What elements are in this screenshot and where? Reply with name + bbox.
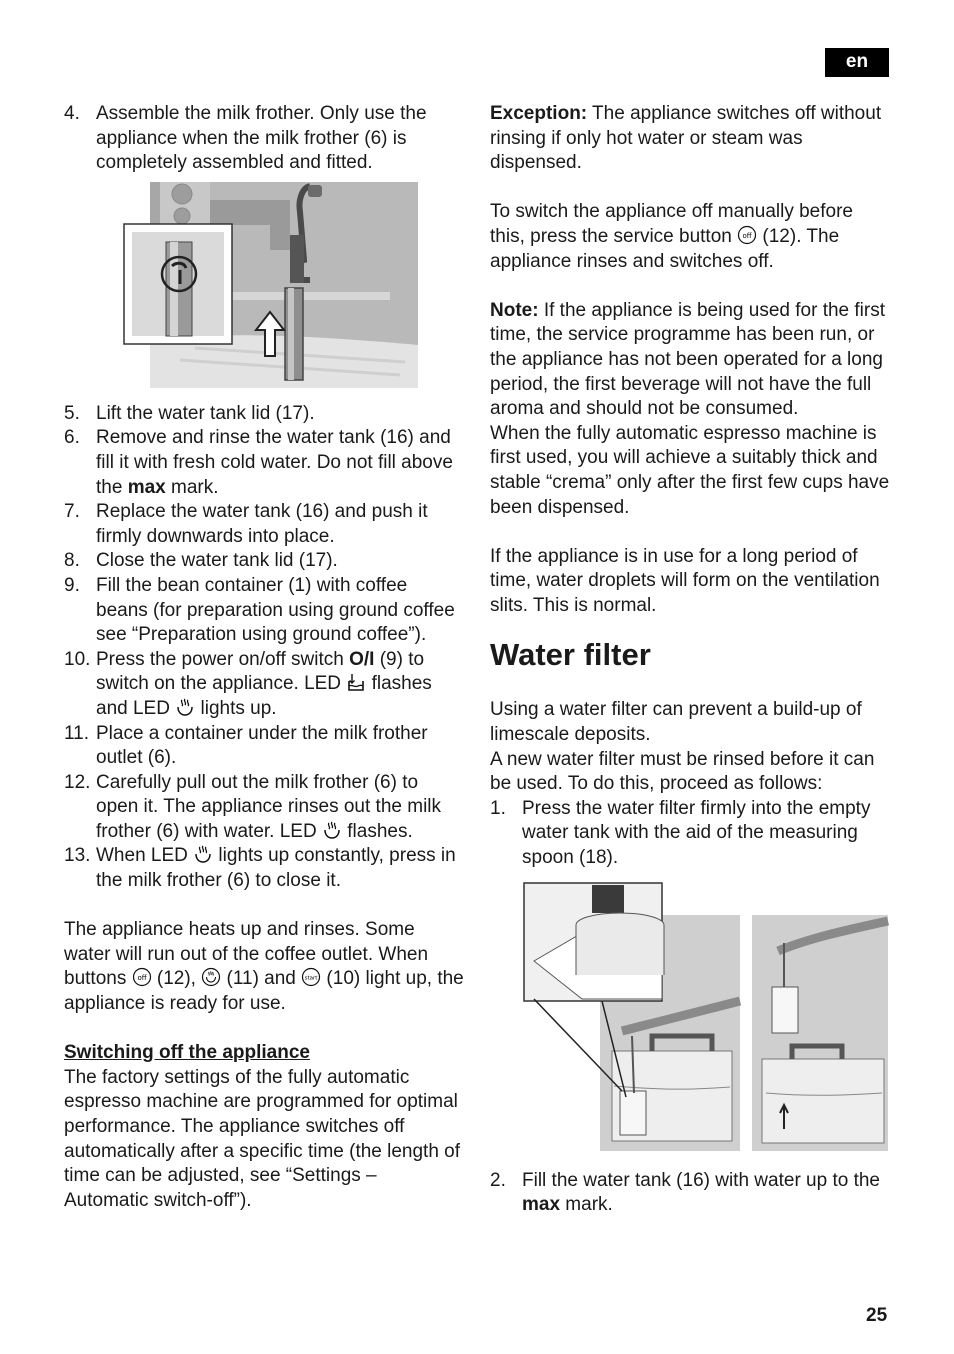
list-item	[64, 402, 464, 427]
step-text	[96, 426, 464, 500]
list-item	[64, 722, 464, 771]
step-number: 12.	[64, 771, 91, 793]
water-tank-led-icon	[346, 672, 366, 692]
text-part: (10) light up, the appliance is ready for use.	[64, 968, 464, 1015]
step-number: 11.	[64, 722, 90, 744]
list-item	[64, 844, 464, 893]
step-text: Assemble the milk frother. Only use the appliance when the milk frother (6) is completely assembled and fitted.	[96, 103, 427, 174]
step-text: Press the water filter firmly into the empty water tank with the aid of the measuring spoon (18).	[522, 797, 871, 869]
start-button-icon	[301, 967, 321, 987]
steps-list-a	[64, 102, 464, 176]
note-label: Note:	[490, 299, 539, 321]
step-text	[522, 1169, 890, 1218]
milk-frother-illustration	[120, 180, 420, 390]
step-text: Lift the water tank lid (17).	[96, 402, 315, 424]
list-item	[64, 574, 464, 648]
text-part: mark.	[560, 1194, 613, 1216]
text-part: If the appliance is being used for the first time, the service programme has been run, or the appliance has not been operated for a long period, the first beverage will not have the full aroma and should not be consumed.	[490, 299, 885, 420]
list-item	[490, 797, 890, 871]
exception-paragraph	[490, 102, 890, 176]
text-part: (9) to switch on the appliance. LED	[96, 648, 425, 695]
step-number: 7.	[64, 501, 80, 523]
step-number: 2.	[490, 1169, 506, 1191]
max-mark-label: max	[522, 1194, 561, 1216]
step-number: 8.	[64, 550, 80, 572]
water-filter-steps	[490, 797, 890, 871]
right-column	[490, 102, 890, 1218]
text-part: The appliance switches off without rinsing if only hot water or steam was dispensed.	[490, 103, 882, 174]
switch-off-paragraph: The factory settings of the fully automatic espresso machine are programmed for optimal performance. The appliance switches off automatically after a specific time (the length of time can be adjusted, see “Settings – Automatic switch-off”).	[64, 1066, 461, 1211]
manual-off-paragraph	[490, 200, 890, 274]
left-column	[64, 102, 464, 1213]
text-part: Carefully pull out the milk frother (6) to open it. The appliance rinses out the milk frother (6) with water. LED	[96, 771, 442, 842]
text-part: Remove and rinse the water tank (16) and fill it with fresh cold water. Do not fill above the	[96, 427, 453, 498]
water-filter-steps-2	[490, 1169, 890, 1218]
switch-off-heading: Switching off the appliance	[64, 1042, 310, 1064]
step-number: 5.	[64, 402, 80, 424]
step-number: 9.	[64, 574, 80, 596]
steam-button-icon	[201, 967, 221, 987]
step-text: Fill the bean container (1) with coffee beans (for preparation using ground coffee see “Preparation using ground coffee”).	[96, 574, 455, 646]
service-off-button-icon	[132, 967, 152, 987]
step-text	[96, 771, 464, 845]
exception-label: Exception:	[490, 103, 588, 124]
text-part: flashes and LED	[96, 673, 432, 719]
text-part: (12). The appliance rinses and switches off.	[490, 225, 840, 272]
text-part: lights up.	[195, 697, 277, 719]
water-filter-title: Water filter	[490, 637, 651, 673]
text-part: (12),	[151, 968, 202, 990]
list-item	[64, 426, 464, 500]
text-part: (11) and	[221, 968, 302, 990]
steam-led-icon	[193, 844, 213, 864]
step-text	[96, 648, 464, 722]
text-part: The appliance heats up and rinses. Some water will run out of the coffee outlet. When buttons	[64, 919, 429, 990]
power-switch-symbol: O/I	[349, 648, 375, 670]
droplets-paragraph: If the appliance is in use for a long period of time, water droplets will form on the ventilation slits. This is normal.	[490, 545, 880, 616]
max-mark-label: max	[127, 476, 166, 498]
step-number: 6.	[64, 427, 80, 449]
text-part: To switch the appliance off manually before this, press the service button	[490, 201, 853, 247]
step-number: 10.	[64, 648, 91, 670]
svg-text:off: off	[137, 974, 147, 983]
list-item	[64, 648, 464, 722]
steps-list-b	[64, 402, 464, 894]
svg-text:start: start	[304, 975, 318, 982]
water-filter-intro: Using a water filter can prevent a build-up of limescale deposits.	[490, 699, 862, 746]
water-filter-illustration	[522, 881, 890, 1155]
ready-paragraph	[64, 918, 464, 1016]
list-item	[64, 102, 464, 176]
steam-led-icon	[322, 820, 342, 840]
list-item	[490, 1169, 890, 1218]
step-number: 4.	[64, 103, 80, 124]
crema-paragraph: When the fully automatic espresso machine is first used, you will achieve a suitably thick and stable “crema” only after the first few cups have been dispensed.	[490, 422, 890, 518]
step-text: Close the water tank lid (17).	[96, 550, 338, 572]
water-filter-rinse-note: A new water filter must be rinsed before it can be used. To do this, proceed as follows:	[490, 748, 875, 795]
service-off-button-icon	[737, 225, 757, 245]
step-text: Replace the water tank (16) and push it firmly downwards into place.	[96, 501, 428, 547]
text-part: Press the power on/off switch	[96, 648, 350, 670]
text-part: flashes.	[341, 820, 413, 842]
step-text	[96, 844, 464, 893]
text-part: Fill the water tank (16) with water up to the	[522, 1169, 880, 1191]
note-paragraph	[490, 299, 890, 422]
text-part: When LED	[96, 845, 194, 867]
list-item	[64, 500, 464, 549]
steam-led-icon	[175, 697, 195, 717]
step-number: 13.	[64, 845, 91, 867]
page-number: 25	[866, 1305, 888, 1326]
text-part: mark.	[165, 476, 219, 498]
language-tab: en	[825, 48, 889, 77]
list-item	[64, 549, 464, 574]
step-number: 1.	[490, 797, 506, 819]
svg-text:off: off	[742, 231, 752, 240]
text-part: lights up constantly, press in the milk frother (6) to close it.	[96, 845, 456, 892]
step-text: Place a container under the milk frother outlet (6).	[96, 722, 428, 769]
list-item	[64, 771, 464, 845]
